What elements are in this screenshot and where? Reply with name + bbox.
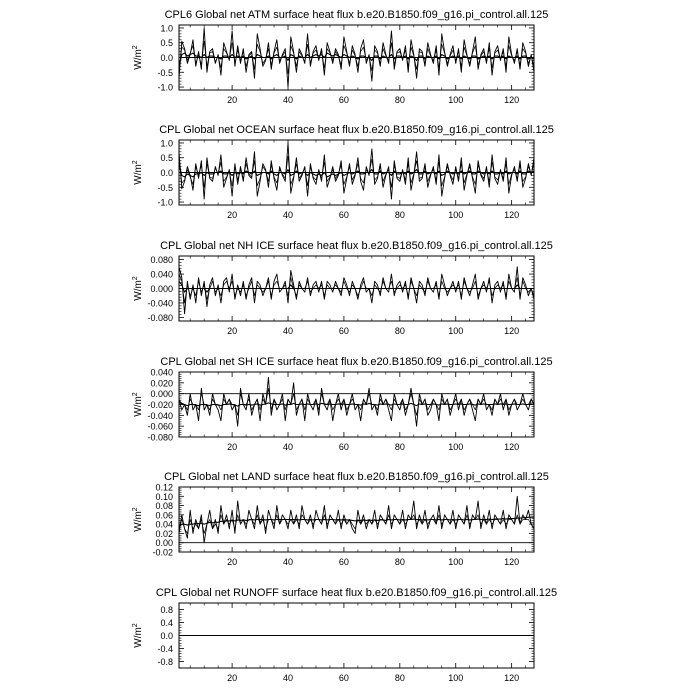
y-tick-label: -0.080: [147, 312, 173, 323]
x-tick-label: 20: [227, 442, 238, 452]
x-tick-label: 100: [448, 673, 464, 683]
y-axis-label: [132, 160, 144, 185]
y-tick-label: -0.8: [157, 657, 173, 667]
x-tick-label: 100: [448, 442, 464, 452]
x-tick-label: 40: [283, 442, 294, 452]
chart-title: CPL Global net LAND surface heat flux b.e20.B1850.f09_g16.pi_control.all.125: [164, 471, 549, 483]
y-tick-label: 0.040: [150, 367, 173, 378]
x-tick-label: 20: [227, 557, 238, 567]
y-axis-label-exponent: 2: [132, 507, 139, 512]
series-line-3: [179, 402, 534, 406]
y-tick-label: 0.080: [150, 255, 173, 266]
x-tick-label: 40: [283, 210, 294, 220]
y-tick-label: 0.4: [160, 618, 173, 628]
y-tick-label: 0.06: [155, 510, 173, 521]
chart-panel-3: [132, 240, 553, 336]
y-tick-label: -0.5: [157, 67, 173, 78]
series-line-1: [179, 267, 534, 314]
y-tick-label: -0.080: [147, 432, 173, 443]
y-tick-label: 0.12: [155, 482, 173, 493]
y-axis-label: [132, 392, 144, 417]
x-tick-label: 120: [504, 557, 520, 567]
y-tick-label: -0.5: [157, 182, 173, 193]
x-tick-label: 40: [283, 95, 294, 105]
x-tick-label: 120: [504, 673, 520, 683]
y-axis-label: [132, 276, 144, 301]
chart-panel-4: [132, 356, 553, 452]
y-axis-label-exponent: 2: [132, 160, 139, 165]
y-axis-label-exponent: 2: [132, 392, 139, 397]
y-tick-label: 0.000: [150, 284, 173, 294]
y-tick-label: -0.4: [157, 644, 173, 654]
x-tick-label: 100: [448, 95, 464, 105]
y-tick-label: 0.040: [150, 269, 173, 280]
y-axis-label-exponent: 2: [132, 45, 139, 50]
chart-title: CPL Global net RUNOFF surface heat flux b.e20.B1850.f09_g16.pi_control.all.125: [155, 587, 558, 599]
x-tick-label: 80: [394, 326, 405, 336]
y-tick-label: 0.000: [150, 389, 173, 400]
x-tick-label: 80: [394, 210, 405, 220]
y-axis-label-exponent: 2: [132, 276, 139, 281]
x-tick-label: 40: [283, 673, 294, 683]
x-tick-label: 120: [504, 442, 520, 452]
y-tick-label: 0.00: [155, 538, 173, 549]
x-tick-label: 120: [504, 210, 520, 220]
x-tick-label: 40: [283, 557, 294, 567]
y-axis-label: [132, 45, 144, 70]
chart-panel-2: [132, 124, 554, 220]
x-tick-label: 100: [448, 326, 464, 336]
y-tick-label: 0.5: [160, 38, 173, 49]
y-tick-label: 0.5: [160, 153, 173, 164]
y-tick-label: 1.0: [160, 138, 173, 149]
series-line-2: [179, 515, 534, 534]
x-tick-label: 120: [504, 326, 520, 336]
y-tick-label: 0.02: [155, 528, 173, 539]
y-tick-label: 0.020: [150, 378, 173, 389]
y-tick-label: 0.10: [155, 491, 173, 502]
y-tick-label: -0.060: [147, 421, 173, 432]
y-tick-label: -1.0: [157, 82, 173, 93]
chart-panel-1: [132, 9, 548, 105]
x-tick-label: 120: [504, 95, 520, 105]
x-tick-label: 100: [448, 557, 464, 567]
x-tick-label: 20: [227, 673, 238, 683]
series-line-1: [179, 143, 534, 199]
chart-title: CPL Global net SH ICE surface heat flux b.e20.B1850.f09_g16.pi_control.all.125: [160, 356, 553, 368]
x-tick-label: 40: [283, 326, 294, 336]
y-tick-label: 0.0: [160, 53, 173, 63]
series-line-1: [179, 377, 534, 426]
x-tick-label: 80: [394, 95, 405, 105]
chart-title: CPL6 Global net ATM surface heat flux b.e20.B1850.f09_g16.pi_control.all.125: [164, 9, 549, 21]
y-tick-label: -0.02: [152, 547, 173, 558]
y-axis-label-unit: W/m: [133, 627, 144, 648]
y-tick-label: -0.040: [147, 410, 173, 421]
y-tick-label: -1.0: [157, 197, 173, 208]
chart-panel-6: [132, 587, 557, 683]
x-tick-label: 20: [227, 210, 238, 220]
x-tick-label: 100: [448, 210, 464, 220]
y-tick-label: 1.0: [160, 23, 173, 34]
y-tick-label: 0.08: [155, 501, 173, 512]
y-axis-label-unit: W/m: [133, 511, 144, 532]
y-tick-label: -0.040: [147, 298, 173, 309]
y-axis-label-unit: W/m: [133, 49, 144, 70]
y-axis-label: [132, 507, 144, 532]
chart-title: CPL Global net OCEAN surface heat flux b.e20.B1850.f09_g16.pi_control.all.125: [159, 124, 554, 136]
y-tick-label: -0.020: [147, 400, 173, 410]
y-axis-label-unit: W/m: [133, 280, 144, 301]
x-tick-label: 60: [338, 673, 349, 683]
y-axis-label-unit: W/m: [133, 396, 144, 417]
x-tick-label: 80: [394, 442, 405, 452]
y-axis-label-exponent: 2: [132, 623, 139, 628]
x-tick-label: 20: [227, 95, 238, 105]
y-axis-label-unit: W/m: [133, 164, 144, 185]
x-tick-label: 80: [394, 673, 405, 683]
chart-panel-5: [132, 471, 549, 567]
series-line-2: [179, 388, 534, 415]
x-tick-label: 60: [338, 326, 349, 336]
chart-title: CPL Global net NH ICE surface heat flux b.e20.B1850.f09_g16.pi_control.all.125: [160, 240, 553, 252]
y-tick-label: 0.0: [160, 168, 173, 178]
x-tick-label: 60: [338, 557, 349, 567]
x-tick-label: 60: [338, 210, 349, 220]
x-tick-label: 60: [338, 442, 349, 452]
x-tick-label: 80: [394, 557, 405, 567]
x-tick-label: 20: [227, 326, 238, 336]
y-tick-label: 0.8: [160, 605, 173, 615]
y-tick-label: 0.0: [160, 631, 173, 641]
y-axis-label: [132, 623, 144, 648]
x-tick-label: 60: [338, 95, 349, 105]
y-tick-label: 0.04: [155, 519, 173, 530]
